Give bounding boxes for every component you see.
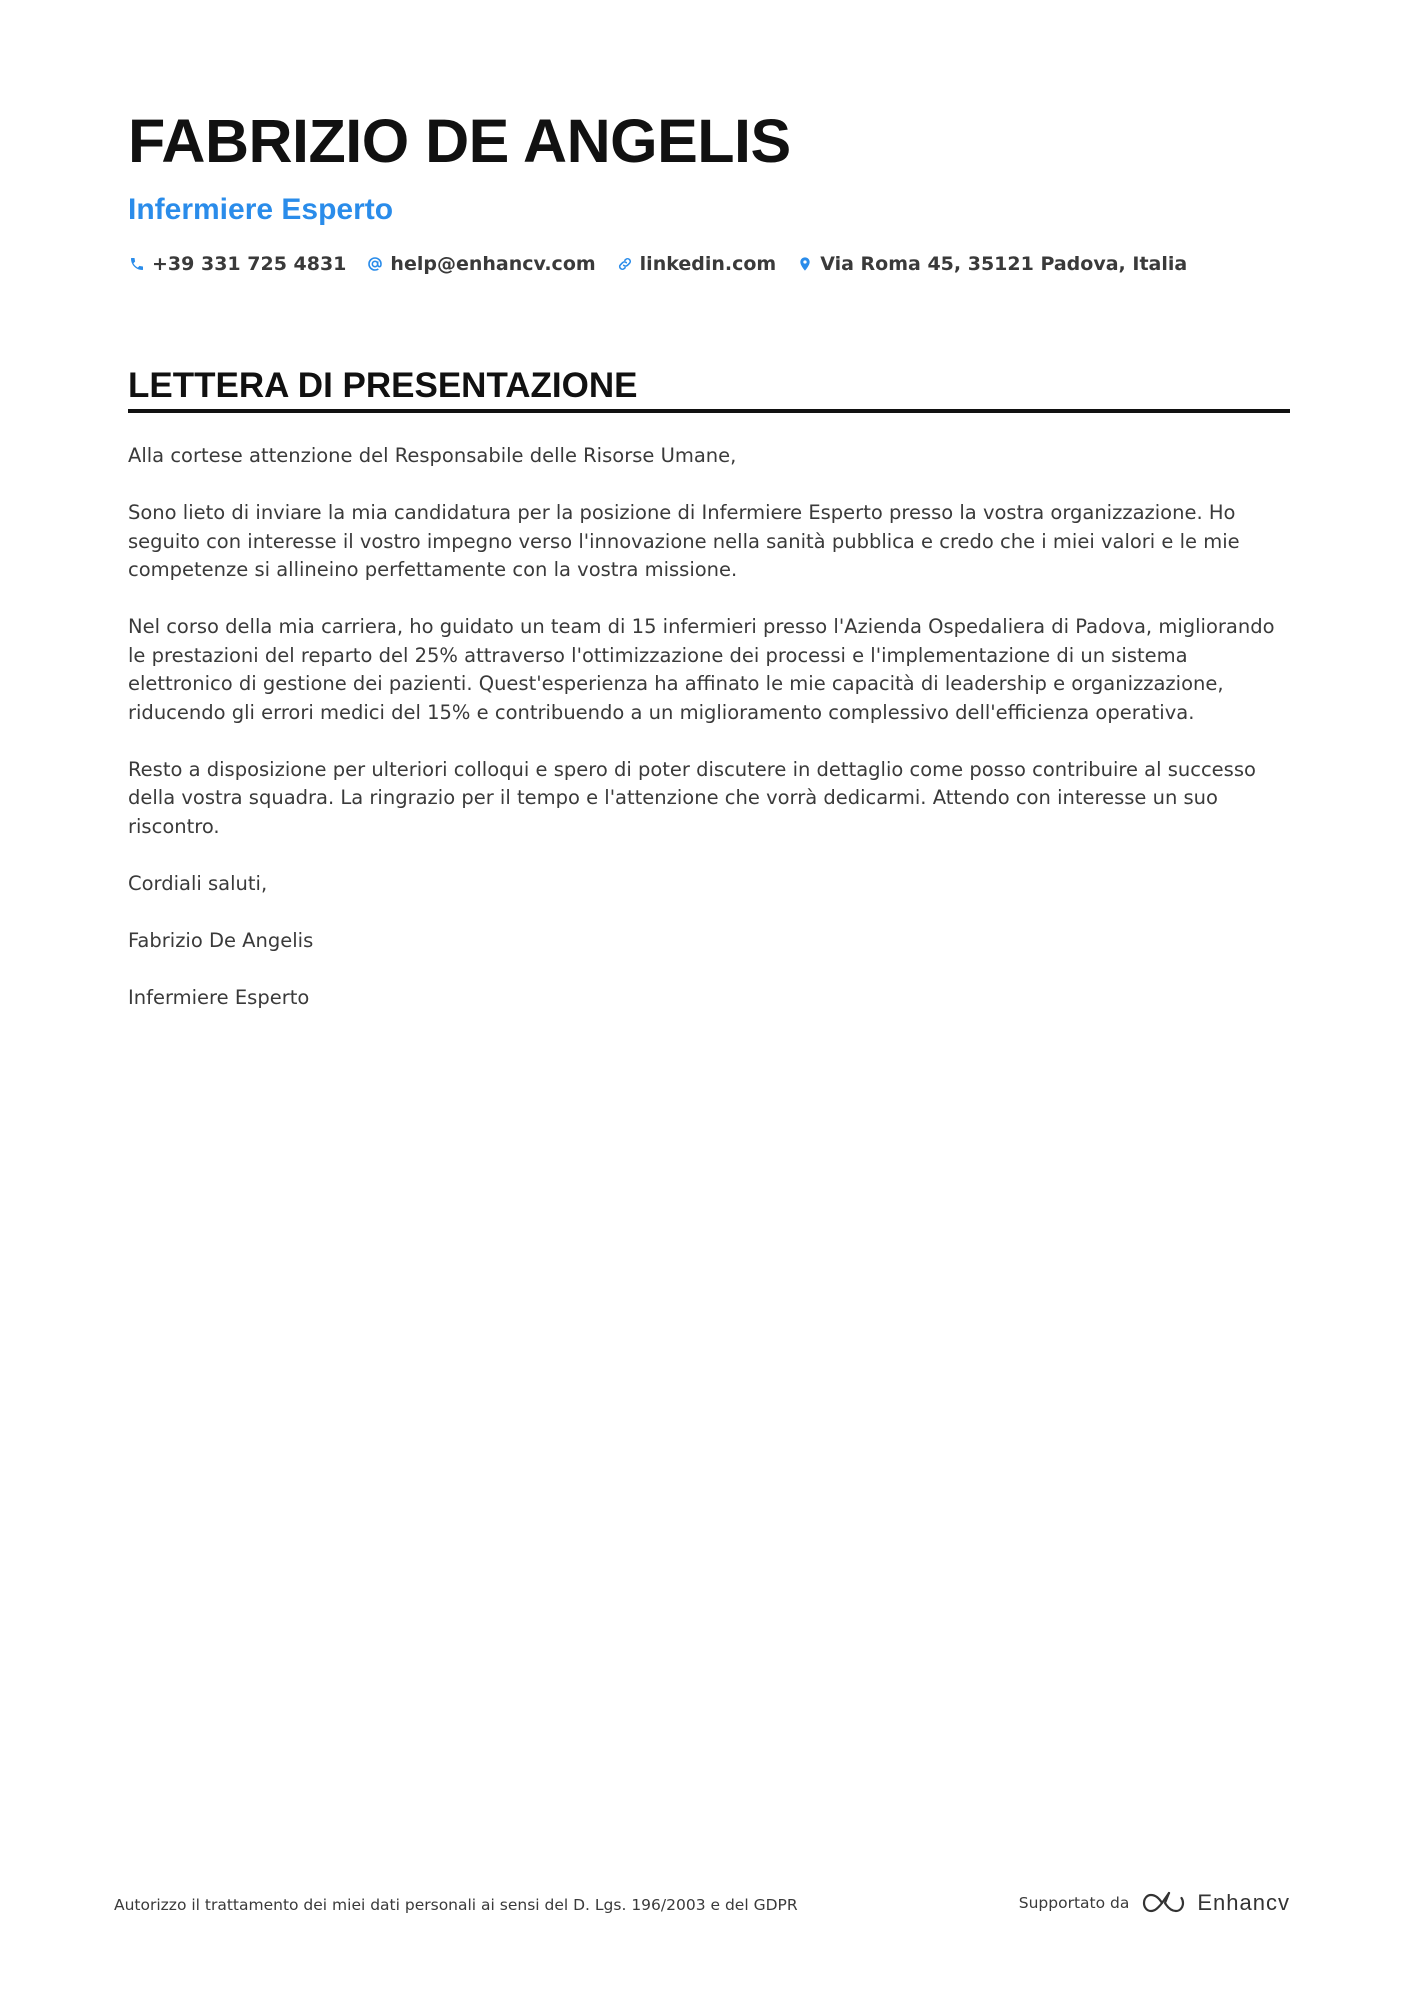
letter-paragraph: Resto a disposizione per ulteriori colloqui e spero di poter discutere in dettaglio come posso contribuire al successo della vostra squadra. La ringrazio per il tempo e l'attenzione che vorrà dedicarmi. Attendo con interesse un suo riscontro. xyxy=(128,757,1256,838)
phone-icon xyxy=(128,255,146,273)
location-pin-icon xyxy=(796,255,814,273)
at-icon xyxy=(366,255,384,273)
powered-by[interactable] xyxy=(1019,1890,1290,1916)
powered-by-label: Supportato da xyxy=(1018,1894,1130,1912)
section-divider xyxy=(128,409,1290,413)
candidate-name: FABRIZIO DE ANGELIS xyxy=(128,107,791,175)
letter-paragraph: Nel corso della mia carriera, ho guidato un team di 15 infermieri presso l'Azienda Ospedaliera di Padova, migliorando le prestazioni del reparto del 25% attraverso l'ottimizzazione dei processi e l'implementazione di un sistema elettronico di gestione dei pazienti. Quest'esperienza ha affinato le mie capacità di leadership e organizzazione, riducendo gli errori medici del 15% e contribuendo a un miglioramento complessivo dell'efficienza operativa. xyxy=(128,615,1275,724)
contact-email[interactable] xyxy=(366,253,595,275)
contact-linkedin[interactable] xyxy=(616,253,777,275)
section-title: LETTERA DI PRESENTAZIONE xyxy=(128,366,638,405)
enhancv-logo[interactable] xyxy=(1141,1890,1290,1916)
signature-title: Infermiere Esperto xyxy=(128,985,310,1009)
contact-bar xyxy=(128,253,1207,275)
contact-phone-text: +39 331 725 4831 xyxy=(152,253,347,275)
contact-address xyxy=(796,253,1187,275)
letter-paragraph: Sono lieto di inviare la mia candidatura per la posizione di Infermiere Esperto presso la vostra organizzazione. Ho seguito con interesse il vostro impegno verso l'innovazione nella sanità pubblica e credo che i miei valori e le mie competenze si allineino perfettamente con la vostra missione. xyxy=(128,501,1240,581)
letter-salutation: Alla cortese attenzione del Responsabile delle Risorse Umane, xyxy=(128,444,737,467)
footer xyxy=(0,1890,1410,1920)
contact-address-text: Via Roma 45, 35121 Padova, Italia xyxy=(820,253,1188,275)
letter-closing: Cordiali saluti, xyxy=(128,871,268,895)
contact-email-text[interactable]: help@enhancv.com xyxy=(390,253,596,275)
letter-body xyxy=(128,442,1290,1041)
brand-name[interactable]: Enhancv xyxy=(1197,1890,1290,1915)
signature-name: Fabrizio De Angelis xyxy=(128,928,314,952)
candidate-title: Infermiere Esperto xyxy=(128,193,394,226)
link-icon xyxy=(616,255,634,273)
infinity-logo-icon xyxy=(1141,1890,1187,1916)
contact-linkedin-text[interactable]: linkedin.com xyxy=(639,253,777,275)
contact-phone xyxy=(128,253,346,275)
privacy-consent: Autorizzo il trattamento dei miei dati personali ai sensi del D. Lgs. 196/2003 e del GDPR xyxy=(114,1896,798,1914)
